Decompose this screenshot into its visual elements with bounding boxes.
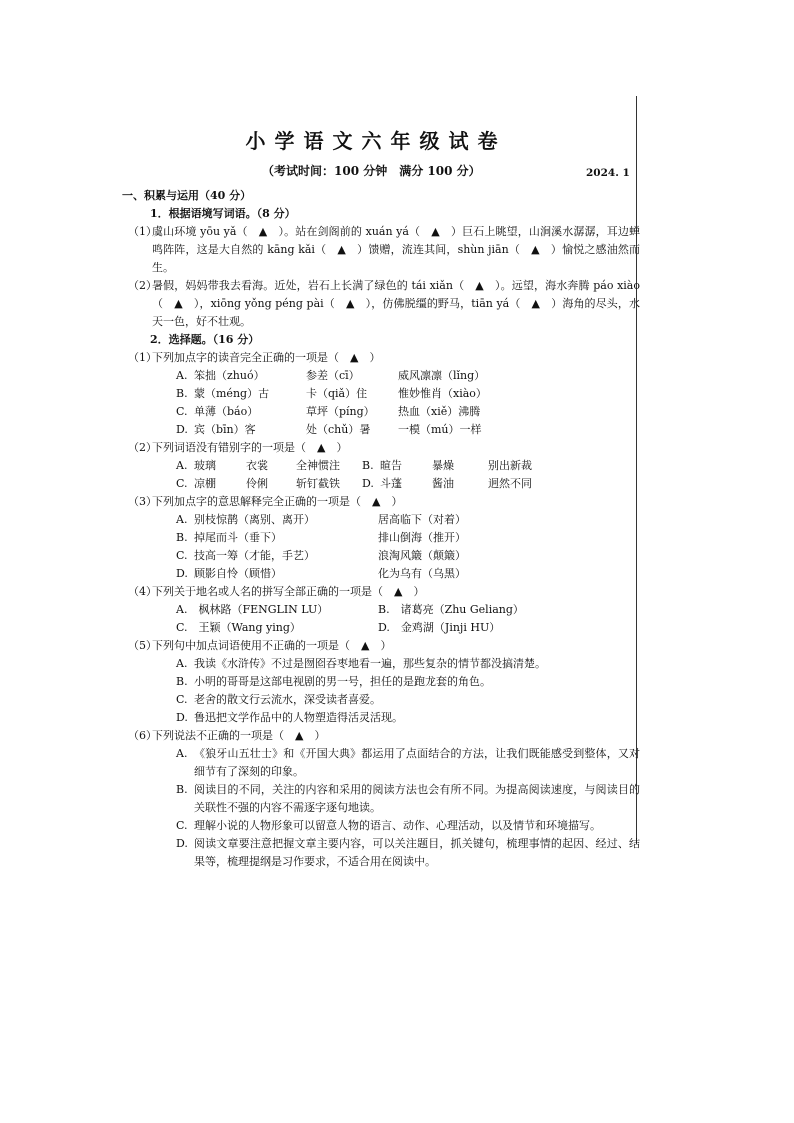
option-row — [128, 745, 640, 781]
option-cell: 衣裳 — [246, 459, 268, 472]
option-letter: C. — [176, 693, 188, 706]
option-cell: 我读《水浒传》不过是囫囵吞枣地看一遍，那些复杂的情节都没搞清楚。 — [194, 657, 546, 670]
option-row — [128, 673, 640, 691]
exam-info: （考试时间：100 分钟 满分 100 分） — [262, 164, 481, 178]
option-letter: A. — [176, 459, 188, 472]
option-row — [128, 817, 640, 835]
option-letter: D. — [362, 477, 374, 490]
option-letter: D. — [176, 711, 188, 724]
option-letter: B. — [176, 531, 188, 544]
option-letter: C. — [176, 477, 188, 490]
option-cell: C. 王颖（Wang ying） — [176, 621, 301, 634]
option-letter: A. — [176, 747, 188, 760]
options-block — [128, 367, 640, 439]
option-cell: 顾影自怜（顾惜） — [194, 567, 282, 580]
option-cell: 全神惯注 — [296, 459, 340, 472]
option-letter: D. — [176, 837, 188, 850]
option-letter: A. — [176, 657, 188, 670]
question-stem: 下列说法不正确的一项是（ ▲ ） — [152, 729, 326, 742]
option-row — [176, 403, 640, 421]
option-row — [128, 655, 640, 673]
option-letter: A. — [176, 513, 188, 526]
option-cell: 玻璃 — [194, 459, 216, 472]
option-cell: 迥然不同 — [488, 477, 532, 490]
item-number: （4） — [128, 585, 157, 598]
option-row — [176, 367, 640, 385]
exam-date: 2024. 1 — [586, 167, 630, 179]
option-cell: 宾（bīn）客 — [194, 423, 256, 436]
exam-content — [122, 187, 640, 871]
option-row — [176, 421, 640, 439]
option-cell: 参差（cī） — [306, 369, 360, 382]
question-1-label: 1．根据语境写词语。（8 分） — [150, 207, 296, 220]
question-stem: 下列关于地名或人名的拼写全部正确的一项是（ ▲ ） — [152, 585, 425, 598]
option-cell: 小明的哥哥是这部电视剧的男一号，担任的是跑龙套的角色。 — [194, 675, 491, 688]
option-row — [128, 835, 640, 871]
option-cell: 排山倒海（推开） — [378, 531, 466, 544]
question-stem: 下列词语没有错别字的一项是（ ▲ ） — [152, 441, 348, 454]
option-row — [176, 565, 640, 583]
option-cell: 化为乌有（乌黑） — [378, 567, 466, 580]
item-number: （3） — [128, 495, 157, 508]
option-cell: 鲁迅把文学作品中的人物塑造得活灵活现。 — [194, 711, 403, 724]
question-2-sub — [128, 439, 640, 457]
option-cell: 草坪（píng） — [306, 405, 375, 418]
option-letter: B. — [176, 783, 188, 796]
question-2-label: 2．选择题。（16 分） — [150, 333, 260, 346]
option-cell: 斗蓬 — [380, 477, 402, 490]
option-row — [176, 529, 640, 547]
option-cell: 阅读目的不同，关注的内容和采用的阅读方法也会有所不同。为提高阅读速度，与阅读目的关联性不强的内容不需逐字逐句地读。 — [194, 783, 640, 814]
options-block — [128, 511, 640, 583]
item-number: （1） — [128, 225, 157, 238]
question-stem: 下列加点字的意思解释完全正确的一项是（ ▲ ） — [152, 495, 403, 508]
option-row — [176, 475, 640, 493]
item-text: 暑假，妈妈带我去看海。近处，岩石上长满了绿色的 tái xiǎn（ ▲ ）。远望，海水奔腾 páo xiào（ ▲ ），xiōng yǒng péng pài（ ▲ ），仿佛脱缰的野马，tiān yá（ ▲ ）海角的尽头，水天一色，好不壮观。 — [152, 279, 640, 328]
option-row — [176, 601, 640, 619]
option-letter: B. — [176, 387, 188, 400]
option-cell: 《狼牙山五壮士》和《开国大典》都运用了点面结合的方法，让我们既能感受到整体，又对细节有了深刻的印象。 — [194, 747, 640, 778]
option-row — [128, 781, 640, 817]
option-row — [128, 709, 640, 727]
option-cell: 威风凛凛（lǐng） — [398, 369, 486, 382]
option-letter: B. — [176, 675, 188, 688]
option-cell: 单薄（báo） — [194, 405, 259, 418]
question-2-sub — [128, 637, 640, 655]
option-letter: C. — [176, 549, 188, 562]
options-block — [128, 601, 640, 637]
question-2-sub — [128, 727, 640, 745]
option-row — [176, 457, 640, 475]
options-block — [128, 457, 640, 493]
option-row — [128, 691, 640, 709]
item-number: （1） — [128, 351, 157, 364]
option-row — [176, 619, 640, 637]
option-cell: 惟妙惟肖（xiào） — [398, 387, 487, 400]
option-cell: 斩钉截铁 — [296, 477, 340, 490]
option-cell: 阅读文章要注意把握文章主要内容，可以关注题目，抓关键句，梳理事情的起因、经过、结果等，梳理提纲是习作要求，不适合用在阅读中。 — [194, 837, 640, 868]
option-cell: 卡（qiǎ）住 — [306, 387, 368, 400]
option-cell: 居高临下（对着） — [378, 513, 466, 526]
option-letter: C. — [176, 405, 188, 418]
option-cell: 伶俐 — [246, 477, 268, 490]
option-cell: 浪淘风簸（颠簸） — [378, 549, 466, 562]
option-letter: A. — [176, 369, 188, 382]
option-cell: 暄告 — [380, 459, 402, 472]
option-row — [176, 385, 640, 403]
option-row — [176, 511, 640, 529]
option-cell: 蒙（méng）古 — [194, 387, 270, 400]
option-cell: 别出新裁 — [488, 459, 532, 472]
option-cell: 老舍的散文行云流水，深受读者喜爱。 — [194, 693, 381, 706]
option-cell: B. 诸葛亮（Zhu Geliang） — [378, 603, 524, 616]
question-2-sub — [128, 493, 640, 511]
option-cell: 别枝惊鹊（离别、离开） — [194, 513, 315, 526]
option-cell: A. 枫林路（FENGLIN LU） — [176, 603, 329, 616]
option-cell: 处（chǔ）暑 — [306, 423, 371, 436]
option-cell: 技高一筹（才能，手艺） — [194, 549, 315, 562]
item-number: （6） — [128, 729, 157, 742]
question-1-item — [128, 277, 640, 331]
option-cell: 酱油 — [432, 477, 454, 490]
option-letter: C. — [176, 819, 188, 832]
option-cell: 理解小说的人物形象可以留意人物的语言、动作、心理活动，以及情节和环境描写。 — [194, 819, 601, 832]
option-row — [176, 547, 640, 565]
option-cell: 凉棚 — [194, 477, 216, 490]
question-2-sub — [128, 583, 640, 601]
option-letter: D. — [176, 423, 188, 436]
item-number: （5） — [128, 639, 157, 652]
question-2-sub — [128, 349, 640, 367]
option-cell: 掉尾而斗（垂下） — [194, 531, 282, 544]
option-cell: 笨拙（zhuó） — [194, 369, 265, 382]
option-cell: 暴燥 — [432, 459, 454, 472]
item-number: （2） — [128, 279, 157, 292]
option-cell: 一模（mú）一样 — [398, 423, 482, 436]
option-cell: D. 金鸡湖（Jinji HU） — [378, 621, 501, 634]
option-cell: 热血（xiě）沸腾 — [398, 405, 481, 418]
page-title: 小学语文六年级试卷 — [245, 129, 507, 153]
question-1-item — [128, 223, 640, 277]
item-text: 虞山环境 yōu yǎ（ ▲ ）。站在剑阁前的 xuán yá（ ▲ ）巨石上眺望，山涧溪水潺潺，耳边蝉鸣阵阵，这是大自然的 kāng kǎi（ ▲ ）馈赠，流连其间，shùn jiān（ ▲ ）愉悦之感油然而生。 — [152, 225, 640, 274]
question-stem: 下列句中加点词语使用不正确的一项是（ ▲ ） — [152, 639, 392, 652]
option-letter: B. — [362, 459, 374, 472]
section-heading: 一、积累与运用（40 分） — [122, 189, 252, 202]
option-letter: D. — [176, 567, 188, 580]
item-number: （2） — [128, 441, 157, 454]
question-stem: 下列加点字的读音完全正确的一项是（ ▲ ） — [152, 351, 381, 364]
